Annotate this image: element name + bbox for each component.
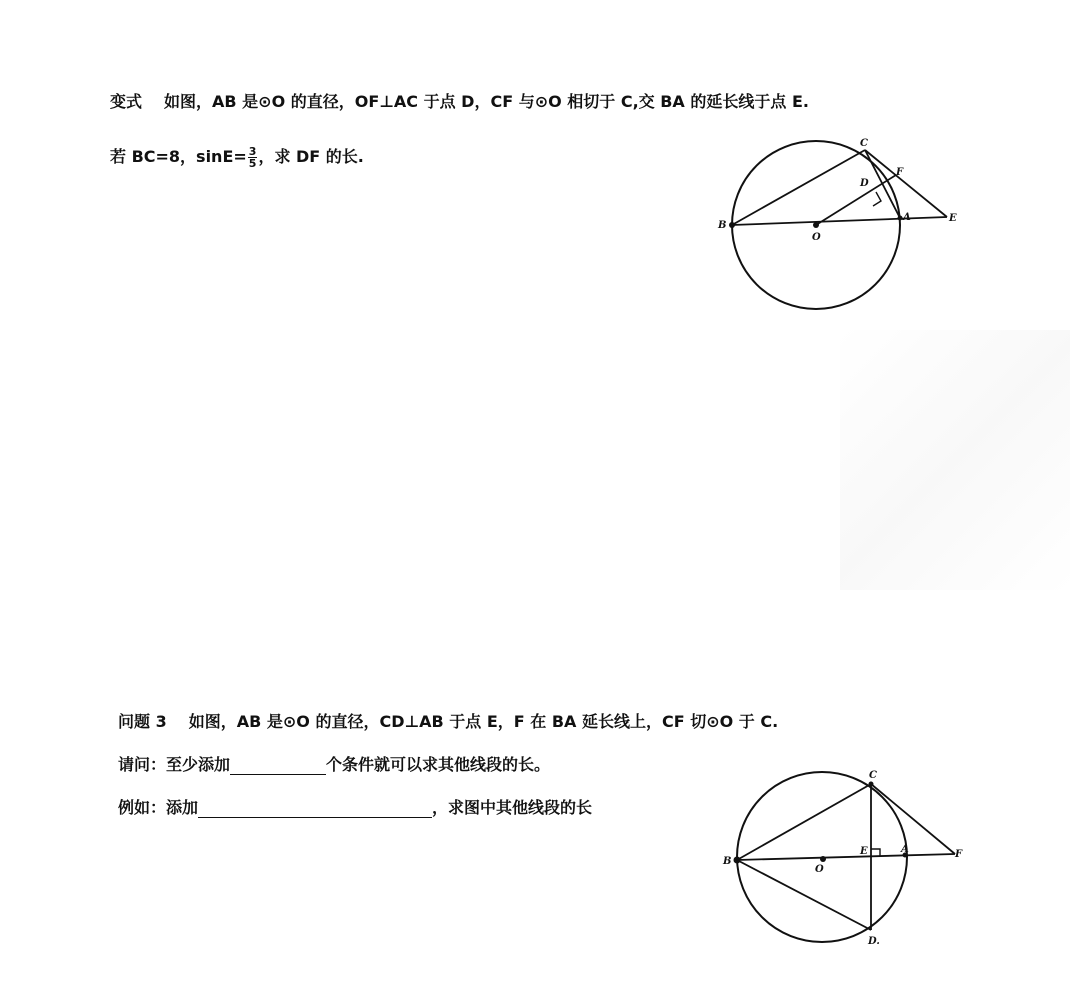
variant-given-text: 若 BC=8，sinE=	[110, 147, 247, 166]
fraction-denominator: 5	[248, 157, 257, 170]
problem3-example-prefix: 例如：添加	[118, 798, 199, 817]
label-c-2: C	[869, 770, 877, 781]
label-b: B	[718, 220, 727, 231]
problem3-geometry-figure	[715, 762, 985, 952]
variant-problem-text: 如图，AB 是⊙O 的直径，OF⊥AC 于点 D，CF 与⊙O 相切于 C,交 BA 的延长线于点 E.	[164, 92, 809, 111]
label-f-2: F	[955, 849, 963, 860]
point-a	[898, 216, 903, 221]
variant-geometry-figure	[700, 130, 980, 315]
point-b-2	[734, 857, 741, 864]
variant-statement-line1	[110, 92, 809, 112]
condition-count-blank[interactable]	[230, 758, 326, 775]
right-angle-mark-d	[873, 192, 881, 206]
problem3-example-suffix: ，求图中其他线段的长	[432, 798, 593, 817]
line-b-d	[737, 860, 871, 930]
variant-label: 变式	[110, 92, 143, 111]
problem3-statement-line1	[118, 712, 778, 732]
scan-shading	[840, 330, 1070, 590]
label-a: A	[903, 212, 911, 223]
label-b-2: B	[723, 856, 732, 867]
problem3-statement-line2	[118, 755, 550, 775]
label-d: D	[860, 178, 869, 189]
variant-question-text: ，求 DF 的长.	[258, 147, 364, 166]
variant-statement-line2	[110, 146, 364, 169]
line-c-e	[865, 150, 947, 217]
point-c-2	[869, 782, 874, 787]
point-b	[729, 222, 735, 228]
label-o-2: O	[815, 864, 824, 875]
line-o-f	[816, 175, 896, 225]
problem3-problem-text: 如图，AB 是⊙O 的直径，CD⊥AB 于点 E，F 在 BA 延长线上，CF 切⊙O 于 C.	[188, 712, 779, 731]
line-b-e	[732, 217, 947, 225]
problem3-label: 问题 3	[118, 712, 167, 731]
label-e-2: E	[860, 846, 868, 857]
condition-example-blank[interactable]	[198, 801, 432, 818]
problem3-question-prefix: 请问：至少添加	[118, 755, 231, 774]
label-f: F	[896, 167, 904, 178]
problem3-statement-line3	[118, 798, 592, 818]
sine-fraction	[248, 146, 258, 169]
line-b-c	[732, 150, 865, 225]
fraction-numerator: 3	[248, 145, 257, 158]
label-e: E	[949, 213, 957, 224]
label-a-2: A	[901, 844, 909, 855]
label-c: C	[860, 138, 868, 149]
label-o: O	[812, 232, 821, 243]
line-c-f	[871, 784, 955, 854]
label-d-2: D.	[868, 936, 880, 947]
point-o	[813, 222, 819, 228]
point-o-2	[820, 856, 826, 862]
line-b-c-2	[737, 784, 871, 860]
line-b-f	[737, 854, 955, 860]
problem3-question-suffix: 个条件就可以求其他线段的长。	[326, 755, 551, 774]
